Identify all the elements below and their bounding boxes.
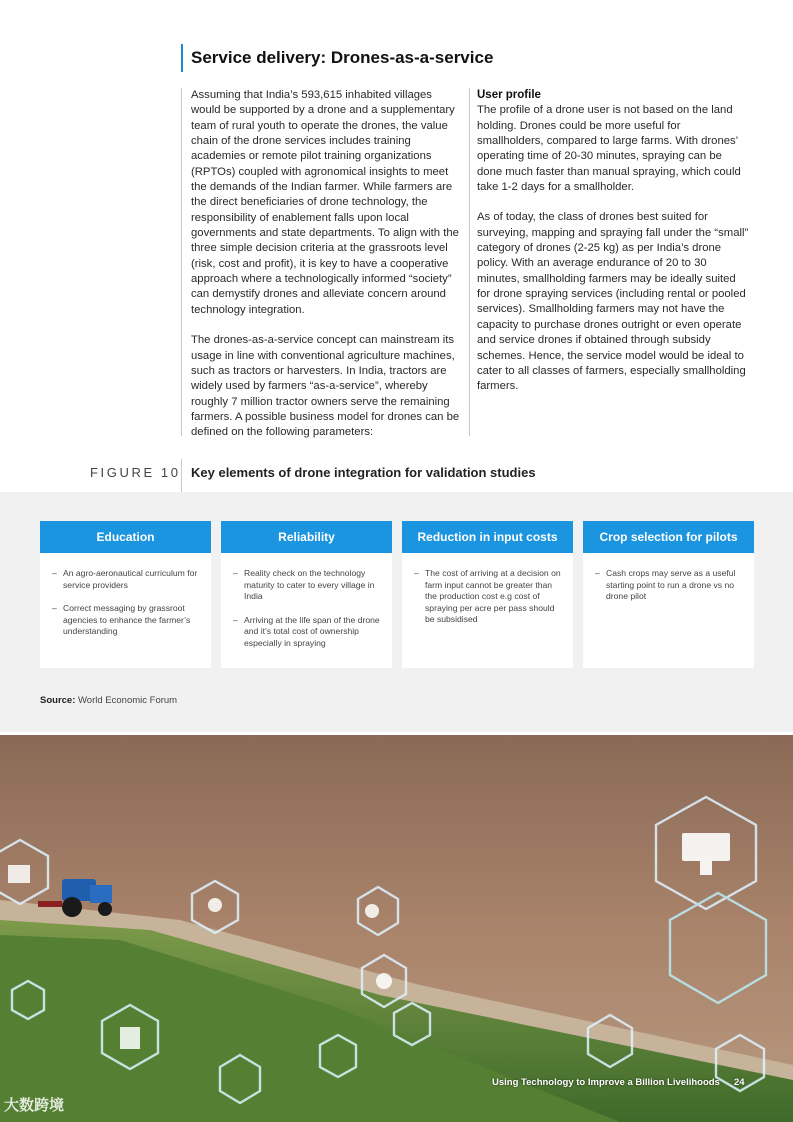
figure-tag: FIGURE 10: [90, 465, 181, 480]
figure-title: Key elements of drone integration for validation studies: [191, 465, 536, 480]
card-title: Reliability: [221, 521, 392, 553]
card-title: Education: [40, 521, 211, 553]
left-paragraph-1: Assuming that India’s 593,615 inhabited villages would be supported by a drone and a supplementary team of rural youth to operate the drones, the value chain of the drone services includes training academies or remote pilot training organizations (RPTOs) coupled with agronomical insights to meet the demands of the Indian farmer. While farmers are the direct beneficiaries of drone technology, the responsibility of enablement falls upon local governments and state departments. To align with the three simple decision criteria at the grassroots level (risk, cost and profit), it is key to have a cooperative approach where a technologically informed “society” can demystify drones and alleviate concern around technology integration.: [191, 89, 459, 316]
right-paragraph-2: As of today, the class of drones best suited for surveying, mapping and spraying fall under the “small” category of drones (2-25 kg) as per India’s drone policy. With an average endurance of 20 to 30 minutes, smallholding farmers may be ideally suited for drone spraying services (including rental or pooled services). Smallholding farmers may not have the capacity to purchase drones outright or even operate and service drones if obtained through subsidy schemes. Hence, the service model would be ideal to cater to all classes of farmers, especially smallholding farmers.: [477, 211, 749, 393]
source-text: World Economic Forum: [78, 695, 178, 706]
figure-source: [40, 695, 177, 706]
card-list: [221, 568, 392, 649]
card-list: [583, 568, 754, 603]
card-title: Reduction in input costs: [402, 521, 573, 553]
card-title: Crop selection for pilots: [583, 521, 754, 553]
card-item: – Reality check on the technology maturity to cater to every village in India: [244, 568, 382, 603]
page-number: 24: [734, 1077, 745, 1088]
figure-divider: [181, 459, 182, 492]
card-list: [40, 568, 211, 638]
card-item: – Cash crops may serve as a useful starting point to run a drone vs no drone pilot: [606, 568, 744, 603]
card-reduction-input-costs: [402, 521, 573, 668]
farm-drone-photo: [0, 735, 793, 1122]
user-profile-heading: User profile: [477, 89, 541, 101]
footer-report-title: Using Technology to Improve a Billion Livelihoods: [492, 1077, 720, 1088]
watermark-text: 大数跨境: [4, 1097, 65, 1114]
card-item: – Correct messaging by grassroot agencies to enhance the farmer’s understanding: [63, 603, 201, 638]
card-list: [402, 568, 573, 626]
page-title: Service delivery: Drones-as-a-service: [191, 48, 494, 67]
card-crop-selection: [583, 521, 754, 668]
card-item: – An agro-aeronautical curriculum for service providers: [63, 568, 201, 591]
card-reliability: [221, 521, 392, 668]
title-accent-bar: [181, 44, 183, 72]
left-divider: [181, 88, 182, 436]
left-column: [191, 88, 463, 456]
left-paragraph-2: The drones-as-a-service concept can mainstream its usage in line with conventional agriculture machines, such as tractors or harvesters. In India, tractors are widely used by farmers “as-a-service”, whereby roughly 7 million tractor owners serve the remaining farmers. A possible business model for drones can be defined on the following parameters:: [191, 334, 460, 439]
card-education: [40, 521, 211, 668]
column-divider: [469, 88, 470, 436]
right-column: [477, 88, 749, 410]
right-paragraph-1: The profile of a drone user is not based on the land holding. Drones could be more useful for smallholders, compared to large farms. With drones’ operating time of 20-30 minutes, spraying can be done much faster than manual spraying, which could take 1-2 days for a smallholder.: [477, 104, 741, 194]
card-item: – Arriving at the life span of the drone and it’s total cost of ownership especially in spraying: [244, 615, 382, 650]
source-label: Source:: [40, 695, 76, 706]
card-item: – The cost of arriving at a decision on farm input cannot be greater than the production cost e.g cost of spraying per acre per pass should be subsidised: [425, 568, 563, 626]
chart-icon: [120, 1027, 140, 1049]
building-icon: [8, 865, 30, 883]
